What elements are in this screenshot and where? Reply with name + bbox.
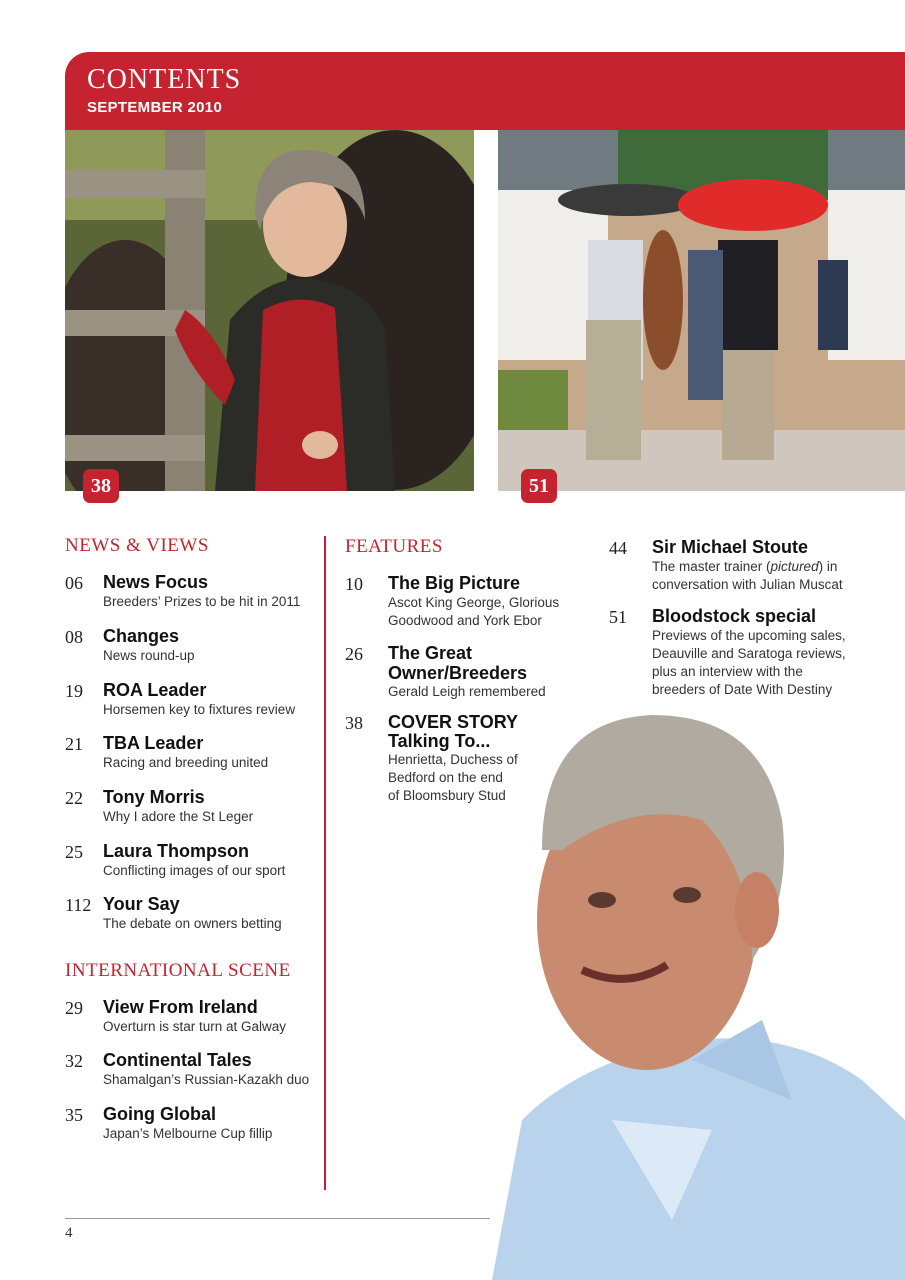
entry-description: plus an interview with the — [652, 664, 803, 679]
page-folio: 4 — [65, 1225, 73, 1241]
entry-title: Changes — [103, 626, 180, 646]
entry-description: of Bloomsbury Stud — [388, 788, 506, 803]
entry-description: Ascot King George, Glorious — [388, 595, 560, 610]
page-number: 08 — [65, 627, 83, 647]
page-number: 21 — [65, 734, 83, 754]
page-number: 35 — [65, 1105, 83, 1125]
entry-description: News round-up — [103, 648, 195, 663]
entry-description: Goodwood and York Ebor — [388, 613, 542, 628]
entry-title: Going Global — [103, 1104, 216, 1124]
photo-bloodstock-sale — [498, 130, 905, 491]
entry-title: News Focus — [103, 572, 209, 592]
entry-title: Talking To... — [388, 731, 491, 751]
entry-description: Gerald Leigh remembered — [388, 684, 546, 699]
entry-description: The debate on owners betting — [103, 916, 282, 931]
entry-title: The Great — [388, 643, 473, 663]
page-number: 44 — [609, 538, 627, 558]
page-number: 32 — [65, 1051, 83, 1071]
entry-title: ROA Leader — [103, 680, 207, 700]
entry-description: breeders of Date With Destiny — [652, 682, 833, 697]
entry-description: Conflicting images of our sport — [103, 863, 286, 878]
entry-description: Bedford on the end — [388, 770, 503, 785]
desc-text: The master trainer ( — [652, 559, 771, 574]
entry-title: Owner/Breeders — [388, 663, 528, 683]
entry-description: Why I adore the St Leger — [103, 809, 254, 824]
page-number: 112 — [65, 895, 92, 915]
desc-text: ) in — [818, 559, 838, 574]
entry-description: Racing and breeding united — [103, 755, 269, 770]
page-number: 26 — [345, 644, 363, 664]
photo-michael-stoute — [462, 700, 905, 1280]
entry-title: Laura Thompson — [103, 841, 250, 861]
issue-date: SEPTEMBER 2010 — [87, 99, 223, 116]
entry-title: Sir Michael Stoute — [652, 537, 809, 557]
entry-description: Overturn is star turn at Galway — [103, 1019, 287, 1034]
page-title: CONTENTS — [87, 64, 242, 95]
entry-description: Previews of the upcoming sales, — [652, 628, 846, 643]
desc-italic: pictured — [770, 559, 819, 574]
entry-title: The Big Picture — [388, 573, 521, 593]
page-number: 22 — [65, 788, 83, 808]
cover-story-kicker: COVER STORY — [388, 712, 519, 732]
section-heading-international: INTERNATIONAL SCENE — [65, 960, 291, 981]
entry-description: Japan’s Melbourne Cup fillip — [103, 1126, 273, 1141]
entry-description: Breeders’ Prizes to be hit in 2011 — [103, 594, 301, 609]
entry-description: Shamalgan’s Russian-Kazakh duo — [103, 1072, 310, 1087]
section-heading-news-views: NEWS & VIEWS — [65, 535, 209, 556]
page-number: 25 — [65, 842, 83, 862]
entry-title: Continental Tales — [103, 1050, 252, 1070]
entry-description — [652, 558, 837, 576]
page-number: 19 — [65, 681, 83, 701]
entry-description: conversation with Julian Muscat — [652, 577, 843, 592]
page-number: 38 — [345, 713, 363, 733]
entry-title: Tony Morris — [103, 787, 205, 807]
page-number: 06 — [65, 573, 83, 593]
page-number: 29 — [65, 998, 83, 1018]
photo-henrietta — [65, 130, 474, 491]
page-number: 10 — [345, 574, 363, 594]
entry-description: Horsemen key to fixtures review — [103, 702, 296, 717]
entry-description: Henrietta, Duchess of — [388, 752, 518, 767]
footer-rule — [65, 1218, 490, 1219]
entry-description: Deauville and Saratoga reviews, — [652, 646, 846, 661]
section-heading-features: FEATURES — [345, 536, 443, 557]
entry-title: Bloodstock special — [652, 606, 817, 626]
page-number: 51 — [609, 607, 627, 627]
entry-title: View From Ireland — [103, 997, 258, 1017]
column-divider — [324, 536, 326, 1190]
contents-header — [65, 52, 905, 130]
photo-badge-38: 38 — [83, 469, 119, 503]
entry-title: Your Say — [103, 894, 180, 914]
entry-title: TBA Leader — [103, 733, 204, 753]
photo-badge-51: 51 — [521, 469, 557, 503]
